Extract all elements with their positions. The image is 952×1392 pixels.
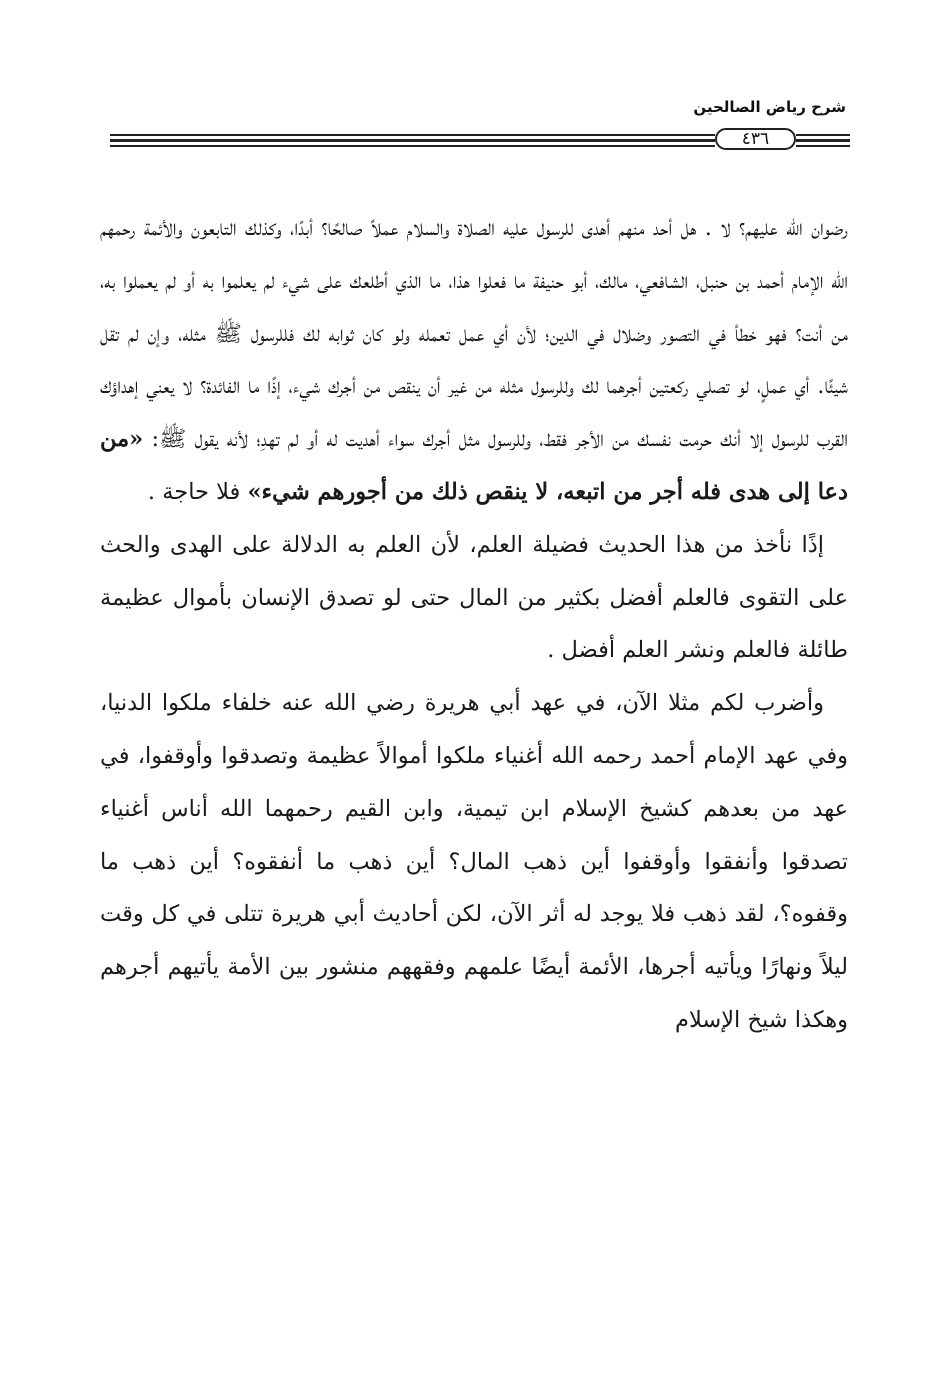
body-text <box>100 202 848 1047</box>
paragraph-1 <box>100 202 848 519</box>
paragraph-1-text: رضوان الله عليهم؟ لا . هل أحد منهم أهدى للرسول عليه الصلاة والسلام عملاً صالحًا؟ أبدًا، وكذلك التابعون والأئمة رحمهم الله الإمام أحمد بن حنبل، الشافعي، مالك، أبو حنيفة ما فعلوا هذا، ما الذي أطلعك على شيء لم يعلموا به أو لم يعملوا به، من أنت؟ فهو خطأ في التصور وضلال في الدين؛ لأن أي عمل تعمله ولو كان ثوابه لك فللرسول ﷺ مثله، وإن لم تقل شيئًا. أي عملٍ، لو تصلي ركعتين أجرهما لك وللرسول مثله من غير أن ينقص من أجرك شيء، إذًا ما الفائدة؟ لا يعني إهداؤك القرب للرسول إلا أنك حرمت نفسك من الأجر فقط، وللرسول مثل أجرك سواء أهديت له أو لم تهدِ؛ لأنه يقول ﷺ: <box>100 215 848 453</box>
hadith-quote: «من دعا إلى هدى فله أجر من اتبعه، لا ينقص ذلك من أجورهم شيء» <box>100 426 848 505</box>
header-rule-line <box>110 145 715 147</box>
paragraph-2: إذًا نأخذ من هذا الحديث فضيلة العلم، لأن العلم به الدلالة على الهدى والحث على التقوى فالعلم أفضل بكثير من المال حتى لو تصدق الإنسان بأموال عظيمة طائلة فالعلم ونشر العلم أفضل . <box>100 531 848 664</box>
header-rule-line <box>110 134 715 136</box>
page-number: ٤٣٦ <box>715 128 796 150</box>
header-rule-line <box>110 139 715 142</box>
paragraph-3: وأضرب لكم مثلا الآن، في عهد أبي هريرة رضي الله عنه خلفاء ملكوا الدنيا، وفي عهد الإمام أحمد رحمه الله أغنياء ملكوا أموالاً عظيمة وتصدقوا وأوقفوا، في عهد من بعدهم كشيخ الإسلام ابن تيمية، وابن القيم رحمهما الله أناس أغنياء تصدقوا وأنفقوا وأوقفوا أين ذهب المال؟ أين ذهب ما أنفقوه؟ أين ذهب ما وقفوه؟، لقد ذهب فلا يوجد له أثر الآن، لكن أحاديث أبي هريرة تتلى في كل وقت ليلاً ونهارًا ويأتيه أجرها، الأئمة أيضًا علمهم وفقههم منشور بين الأمة يأتيهم أجرهم وهكذا شيخ الإسلام <box>100 690 848 1033</box>
running-header-title: شرح رياض الصالحين <box>693 98 846 116</box>
paragraph-1-ending: فلا حاجة . <box>147 478 248 505</box>
header-rule-line <box>796 134 850 136</box>
header-rule-line <box>796 145 850 147</box>
header-rule-line <box>796 139 850 142</box>
header-rule <box>110 128 850 150</box>
